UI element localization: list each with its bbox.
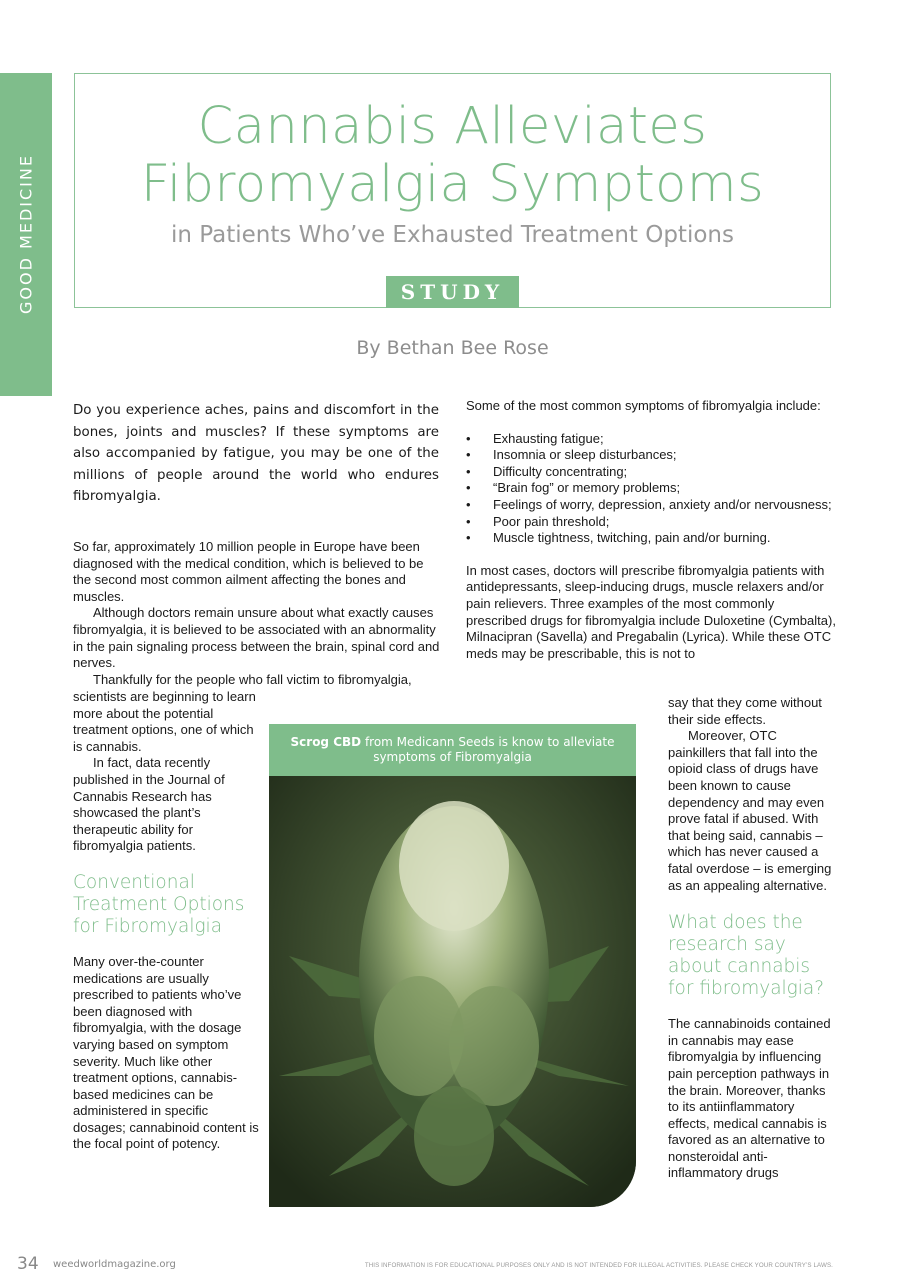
study-badge: STUDY (386, 276, 519, 308)
paragraph: say that they come without their side effects. (668, 695, 822, 727)
column-3 (668, 695, 836, 1182)
column-1-bottom (73, 689, 263, 1153)
paragraph: Moreover, OTC painkillers that fall into the opioid class of drugs have been known to cause dependency and may even prove fatal if abused. With that being said, cannabis – which has never caused a fatal overdose – is emerging as an appealing alternative. (668, 728, 832, 893)
byline: By Bethan Bee Rose (356, 337, 549, 359)
caption-strain-name: Scrog CBD (290, 735, 362, 749)
cannabis-photo (269, 724, 636, 1207)
list-item: • Muscle tightness, twitching, pain and/or burning. (466, 530, 836, 547)
paragraph: scientists are beginning to learn more about the potential treatment options, one of which is cannabis. (73, 689, 256, 754)
article-subtitle: in Patients Who’ve Exhausted Treatment Options (171, 222, 734, 248)
intro-paragraph: Do you experience aches, pains and discomfort in the bones, joints and muscles? If these symptoms are also accompanied by fatigue, you may be one of the millions of people around the world who endures fibromyalgia. (73, 403, 439, 504)
list-item: • Exhausting fatigue; (466, 431, 836, 448)
list-item: • Poor pain threshold; (466, 514, 836, 531)
cannabis-bud-illustration (269, 776, 636, 1207)
caption-text: from Medicann Seeds is know to alleviate symptoms of Fibromyalgia (361, 735, 615, 764)
title-line-2: Fibromyalgia Symptoms (140, 155, 765, 214)
column-2 (466, 398, 836, 662)
list-item: • Difficulty concentrating; (466, 464, 836, 481)
section-heading: What does the research say about cannabis for fibromyalgia? (668, 912, 825, 1000)
page-number: 34 (17, 1254, 39, 1274)
section-tab-label: GOOD MEDICINE (16, 154, 36, 314)
paragraph: Many over-the-counter medications are usually prescribed to patients who’ve been diagnosed with fibromyalgia, with the dosage varying based on symptom severity. Much like other treatment options, cannabis-based medicines can be administered in specific dosages; cannabinoid content is the focal point of potency. (73, 953, 259, 1152)
disclaimer: THIS INFORMATION IS FOR EDUCATIONAL PURPOSES ONLY AND IS NOT INTENDED FOR ILLEGAL ACTIVITIES. PLEASE CHECK YOUR COUNTRY’S LAWS. (364, 1262, 833, 1269)
list-item: • “Brain fog” or memory problems; (466, 480, 836, 497)
title-line-1: Cannabis Alleviates (197, 97, 708, 156)
photo-caption (269, 724, 636, 776)
column-1-top (73, 539, 441, 688)
paragraph: The cannabinoids contained in cannabis may ease fibromyalgia by influencing pain perception pathways in the brain. Moreover, thanks to its antiinflammatory effects, medical cannabis is favored as an alternative to nonsteroidal anti-inflammatory drugs (668, 1016, 831, 1181)
paragraph: Some of the most common symptoms of fibromyalgia include: (466, 398, 821, 413)
site-url: weedworldmagazine.org (53, 1259, 176, 1270)
paragraph: Thankfully for the people who fall victim to fibromyalgia, (93, 671, 412, 687)
paragraph: In most cases, doctors will prescribe fibromyalgia patients with antidepressants, sleep-inducing drugs, muscle relaxers and/or pain relievers. Three examples of the most commonly prescribed drugs for fibromyalgia include Duloxetine (Cymbalta), Milnacipran (Savella) and Pregabalin (Lyrica). While these OTC meds may be prescribable, this is not to (466, 562, 836, 661)
section-heading: Conventional Treatment Options for Fibromyalgia (73, 871, 245, 937)
paragraph: Although doctors remain unsure about what exactly causes fibromyalgia, it is believed to be associated with an abnormality in the pain signaling process between the brain, spinal cord and nerves. (73, 605, 440, 671)
paragraph: So far, approximately 10 million people in Europe have been diagnosed with the medical condition, which is believed to be the second most common ailment affecting the bones and muscles. (73, 539, 424, 604)
list-item: • Feelings of worry, depression, anxiety and/or nervousness; (466, 497, 836, 514)
article-title (74, 98, 831, 214)
list-item: • Insomnia or sleep disturbances; (466, 447, 836, 464)
symptom-list (466, 431, 836, 547)
paragraph: In fact, data recently published in the Journal of Cannabis Research has showcased the plant’s therapeutic ability for fibromyalgia patients. (73, 755, 225, 854)
